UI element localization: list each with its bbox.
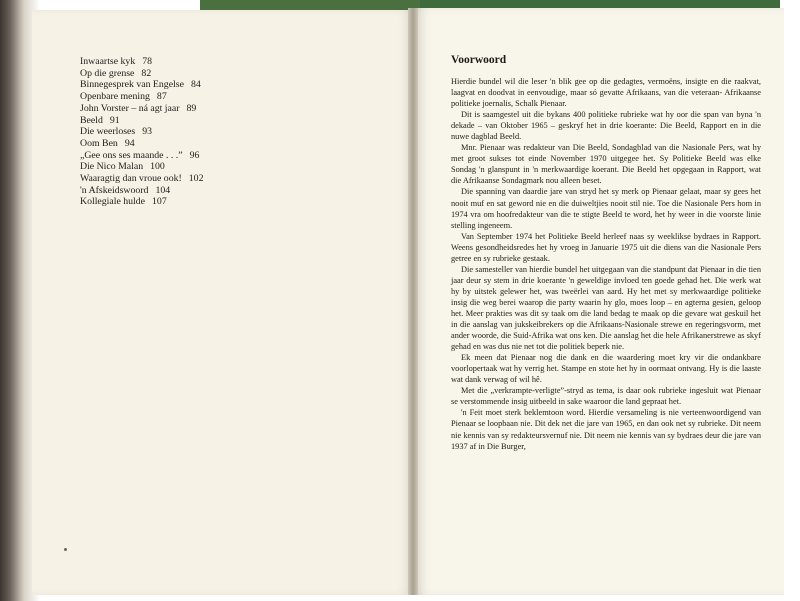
toc-entry-title: Beeld	[80, 114, 103, 126]
foreword-paragraph: Met die „verkrampte-verligte”-stryd as tema, is daar ook rubrieke ingesluit wat Pienaar se verstommende insig uitbeeld in sake waaroor die land gepraat het.	[451, 386, 761, 407]
foreword-paragraph: Mnr. Pienaar was redakteur van Die Beeld, Sondagblad van die Nasionale Pers, wat hy met groot sukses tot einde November 1970 uitgegee het. Sy Politieke Beeld was elke Sondag 'n glanspunt in 'n merkwaardige koerant. Die Beeld het opgegaan in Rapport, wat die Afrikaanse Sondagmark nou alleen beset.	[451, 143, 761, 186]
toc-entry	[80, 79, 340, 91]
toc-entry	[80, 103, 340, 115]
page-speck	[64, 548, 67, 551]
toc-entry-page: 107	[152, 196, 167, 208]
toc-entry	[80, 68, 340, 80]
foreword-paragraph: Hierdie bundel wil die leser 'n blik gee op die gedagtes, vermoëns, insigte en die raakvat, laagvat en doodvat in eenvoudige, maar só gevatte Afrikaans, van die veteraan- Afrikaanse politieke joernalis, Schalk Pienaar.	[451, 77, 761, 109]
toc-entry-page: 93	[142, 126, 153, 138]
foreword-body	[451, 76, 761, 452]
toc-entry-page: 82	[141, 67, 152, 79]
toc-entry-title: Oom Ben	[80, 137, 118, 149]
toc-entry-title: „Gee ons ses maande . . .”	[80, 149, 183, 161]
toc-entry-title: 'n Afskeidswoord	[80, 184, 149, 196]
foreword-paragraph: Die spanning van daardie jare van stryd het sy merk op Pienaar gelaat, maar sy gees het nooit muf en sat geword nie en die duiweltjies nooit stil nie. Toe die Nasionale Pers hom in 1974 vra om hoofredakteur van die te stigte Beeld te word, het hy weer in die voorste linie stelling ingeneem.	[451, 187, 761, 230]
toc-entry-page: 94	[124, 137, 135, 149]
toc-entry-title: Die Nico Malan	[80, 161, 144, 173]
toc-entry	[80, 173, 340, 185]
toc-entry	[80, 161, 340, 173]
toc-entry-title: Waaragtig dan vroue ook!	[80, 173, 182, 185]
toc-entry	[80, 126, 340, 138]
book-gutter	[408, 8, 418, 595]
toc-entry-page: 91	[109, 114, 120, 126]
toc-entry-page: 104	[155, 184, 171, 196]
foreword-paragraph: Van September 1974 het Politieke Beeld herleef naas sy weeklikse bydraes in Rapport. Weens gesondheidsredes het hy vroeg in Januarie 1975 uit die diens van die Nasionale Pers getree en sy rubrieke gestaak.	[451, 231, 761, 263]
toc-entry-title: Inwaartse kyk	[80, 56, 136, 67]
toc-entry-page: 96	[189, 149, 200, 161]
foreword-paragraph: Dit is saamgestel uit die bykans 400 politieke rubrieke wat hy oor die span van byna 'n dekade – van Oktober 1965 – geskryf het in drie koerante: Die Beeld, Rapport en in die nuwe dagblad Beeld.	[451, 110, 761, 142]
toc-entry	[80, 115, 340, 127]
foreword-paragraph: Ek meen dat Pienaar nog die dank en die waardering moet kry vir die ondankbare voorlopertaak wat hy verrig het. Stampe en stote het hy in oormaat ontvang. Hy is die laaste wat dank verwag of wil hê.	[451, 353, 761, 385]
toc-entry-title: John Vorster – ná agt jaar	[80, 102, 180, 114]
table-of-contents	[80, 56, 340, 208]
toc-entry	[80, 138, 340, 150]
toc-entry-page: 84	[190, 79, 201, 91]
toc-entry	[80, 150, 340, 162]
toc-entry	[80, 185, 340, 197]
foreword-paragraph: 'n Feit moet sterk beklemtoon word. Hierdie versameling is nie verteenwoordigend van Pienaar se loopbaan nie. Dit dek net die jare van 1965, en dan ook net sy rubrieke. Dit neem nie kennis van sy redakteursvernuf nie. Dit neem nie kennis van sy bydraes deur die jare van 1937 af in Die Burger,	[451, 408, 761, 451]
toc-entry-page: 100	[150, 161, 165, 173]
toc-entry-page: 87	[156, 91, 167, 103]
toc-entry-title: Kollegiale hulde	[80, 196, 146, 208]
toc-entry-title: Die weerloses	[80, 126, 136, 138]
toc-entry	[80, 56, 340, 68]
foreword-paragraph: Die samesteller van hierdie bundel het uitgegaan van die standpunt dat Pienaar in die tien jaar deur sy stem in drie koerante 'n geweldige invloed ten goede gehad het. Die werk wat hy by uitstek gelewer het, was tweërlei van aard. Hy het met sy merkwaardige politieke insig die weg berei waarop die party waarin hy glo, moes loop – en agterna gesien, geloop het. Meer prakties was dit sy taak om die land bedag te maak op die gevare wat geskuil het in die aanslag van jukskeibrekers op die Afrikaans-Nasionale strewe en regeringsvorm, met ander woorde, die Suid-Afrika wat ons ken. Die aanslag het die hele Afrikanerstrewe as skyf gehad en was dus nie net tot die politiek beperk nie.	[451, 264, 761, 352]
toc-entry-page: 78	[142, 56, 153, 67]
toc-entry-page: 89	[186, 102, 197, 114]
toc-entry-title: Openbare mening	[80, 91, 150, 103]
toc-entry	[80, 196, 340, 208]
toc-entry-page: 102	[188, 173, 204, 185]
toc-entry	[80, 91, 340, 103]
toc-entry-title: Binnegesprek van Engelse	[80, 79, 184, 91]
toc-entry-title: Op die grense	[80, 67, 135, 79]
page-title: Voorwoord	[451, 54, 507, 66]
